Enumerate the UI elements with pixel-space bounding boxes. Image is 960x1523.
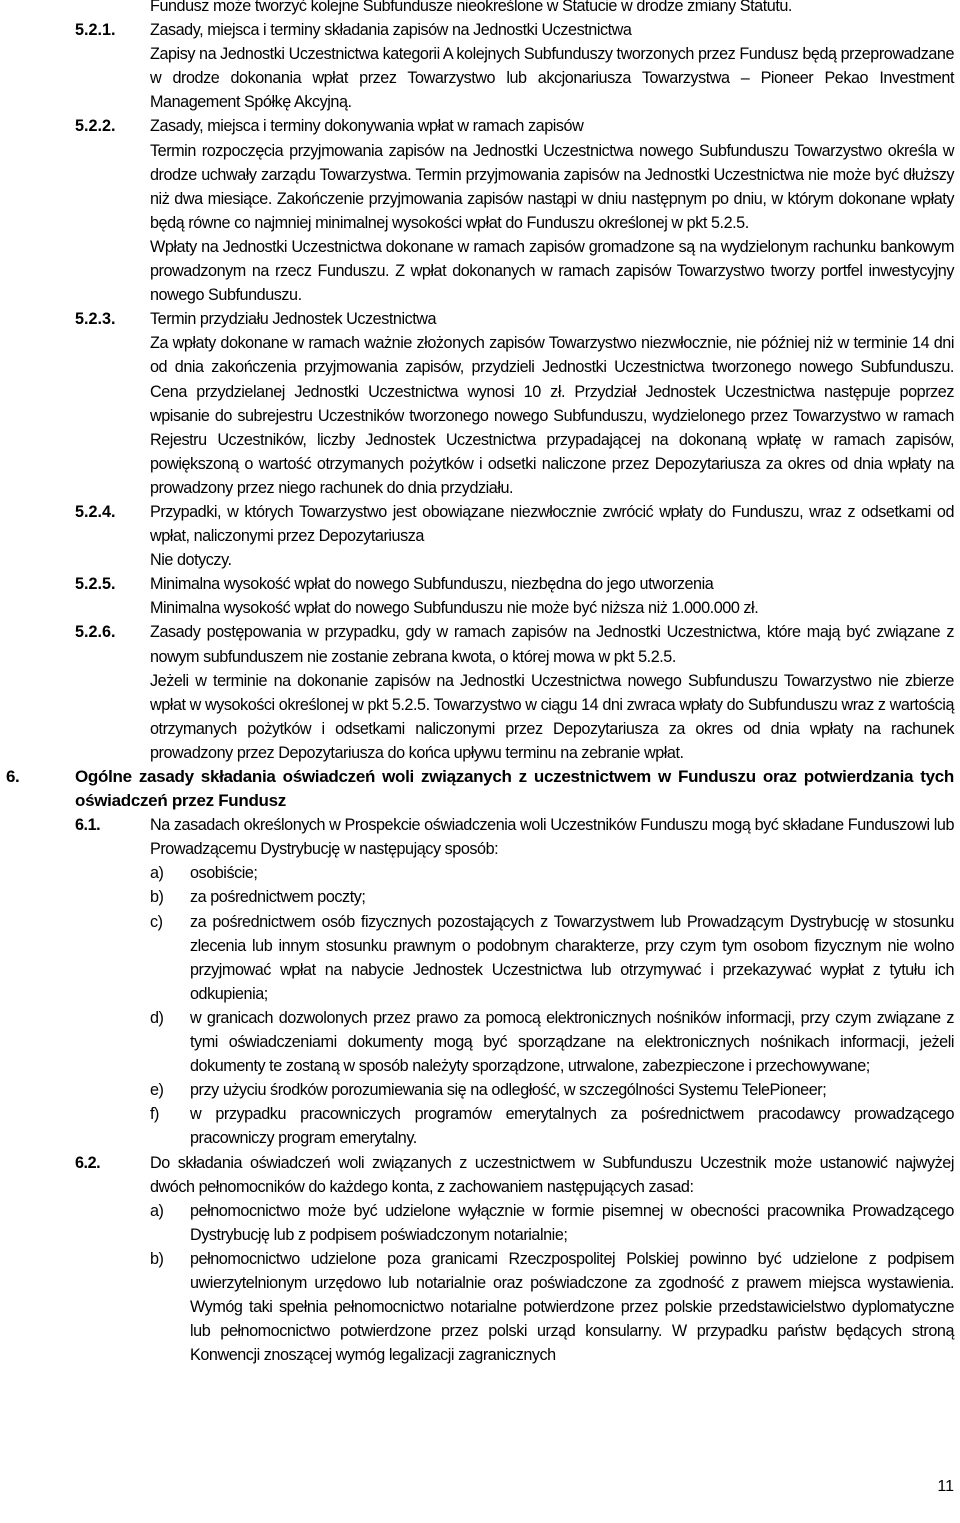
section-number: 5.2.6. xyxy=(75,623,116,642)
section-title: Ogólne zasady składania oświadczeń woli związanych z uczestnictwem w Funduszu oraz potwierdzania tych oświadczeń przez Fundusz xyxy=(75,767,954,811)
section-title: Przypadki, w których Towarzystwo jest obowiązane niezwłocznie zwrócić wpłaty do Funduszu, wraz z odsetkami od wpłat, naliczonymi przez Depozytariusza xyxy=(150,502,954,546)
section-number: 5.2.5. xyxy=(75,575,116,594)
section-number: 5.2.4. xyxy=(75,502,116,521)
section-number: 6. xyxy=(6,767,20,786)
section-number: 6.2. xyxy=(75,1153,101,1172)
section-number: 6.1. xyxy=(75,816,101,835)
page-number: 11 xyxy=(937,1478,954,1495)
list-item: e) przy użyciu środków porozumiewania się na odległość, w szczególności Systemu TelePioneer; xyxy=(150,1081,827,1100)
section-5-2-4 xyxy=(0,500,960,572)
list-item: b) za pośrednictwem poczty; xyxy=(150,888,366,907)
section-intro: Do składania oświadczeń woli związanych z uczestnictwem w Subfunduszu Uczestnik może ustanowić najwyżej dwóch pełnomocników do każdego konta, z zachowaniem następujących zasad: xyxy=(150,1153,954,1196)
list-item: a) pełnomocnictwo może być udzielone wyłącznie w formie pisemnej w obecności pracownika Prowadzącego Dystrybucję lub z podpisem poświadczonym notarialnie; xyxy=(150,1201,954,1244)
section-intro: Na zasadach określonych w Prospekcie oświadczenia woli Uczestników Funduszu mogą być składane Funduszowi lub Prowadzącemu Dystrybucję w następujący sposób: xyxy=(150,816,954,859)
intro-line: Fundusz może tworzyć kolejne Subfundusze nieokreślone w Statucie w drodze zmiany Statutu. xyxy=(150,0,792,15)
section-number: 5.2.3. xyxy=(75,310,116,329)
section-6-heading xyxy=(0,765,960,813)
list-item: b) pełnomocnictwo udzielone poza granicami Rzeczpospolitej Polskiej powinno być udzielone z podpisem uwierzytelnionym urzędowo lub notarialnie oraz poświadczone za zgodność z prawem miejsca wystawienia. Wymóg taki spełnia pełnomocnictwo notarialne potwierdzone przez polskie przedstawicielstwo dyplomatyczne lub pełnomocnictwo potwierdzone przez polski urząd konsularny. W przypadku państw będących stroną Konwencji znoszącej wymóg legalizacji zagranicznych xyxy=(150,1249,954,1365)
section-5-2-5 xyxy=(0,572,960,620)
section-title: Zasady, miejsca i terminy dokonywania wpłat w ramach zapisów xyxy=(150,117,584,136)
section-5-2-1 xyxy=(0,18,960,114)
list-6-1 xyxy=(0,861,960,1150)
section-paragraph: Wpłaty na Jednostki Uczestnictwa dokonane w ramach zapisów gromadzone są na wydzielonym rachunku bankowym prowadzonym na rzecz Funduszu. Z wpłat dokonanych w ramach zapisów Towarzystwo tworzy portfel inwestycyjny nowego Subfunduszu. xyxy=(150,237,954,305)
list-item: d) w granicach dozwolonych przez prawo za pomocą elektronicznych nośników informacji, przy czym związane z tymi oświadczeniami dokumenty mogą być sporządzane na elektronicznych nośnikach informacji, jeżeli dokumenty te zostaną w sposób należyty sporządzone, utrwalone, zabezpieczone i przechowywane; xyxy=(150,1008,954,1076)
section-6-2 xyxy=(0,1151,960,1368)
section-number: 5.2.2. xyxy=(75,117,116,136)
list-item: a) osobiście; xyxy=(150,864,258,883)
section-title: Minimalna wysokość wpłat do nowego Subfunduszu, niezbędna do jego utworzenia xyxy=(150,575,714,594)
section-number: 5.2.1. xyxy=(75,21,116,40)
section-5-2-2 xyxy=(0,114,960,307)
section-paragraph: Minimalna wysokość wpłat do nowego Subfunduszu nie może być niższa niż 1.000.000 zł. xyxy=(150,599,759,618)
list-item: f) w przypadku pracowniczych programów emerytalnych za pośrednictwem pracodawcy prowadzącego pracowniczy program emerytalny. xyxy=(150,1105,954,1148)
section-paragraph: Jeżeli w terminie na dokonanie zapisów na Jednostki Uczestnictwa nowego Subfunduszu Towarzystwo nie zbierze wpłat w wysokości określonej w pkt 5.2.5. Towarzystwo w ciągu 14 dni zwraca wpłaty do Subfunduszu wraz z wartością otrzymanych pożytków i odsetkami naliczonymi przez Depozytariusza za okres od dnia wpłaty na rachunek prowadzony przez Depozytariusza do końca upływu terminu na zebranie wpłat. xyxy=(150,671,954,762)
section-title: Zasady postępowania w przypadku, gdy w ramach zapisów na Jednostki Uczestnictwa, które mają być związane z nowym subfunduszem nie zostanie zebrana kwota, o której mowa w pkt 5.2.5. xyxy=(150,623,954,666)
section-paragraph: Zapisy na Jednostki Uczestnictwa kategorii A kolejnych Subfunduszy tworzonych przez Fundusz będą przeprowadzane w drodze dokonania wpłat przez Towarzystwo lub akcjonariusza Towarzystwa – Pioneer Pekao Investment Management Spółkę Akcyjną. xyxy=(150,45,954,112)
section-paragraph: Termin rozpoczęcia przyjmowania zapisów na Jednostki Uczestnictwa nowego Subfunduszu Towarzystwo określa w drodze uchwały zarządu Towarzystwa. Termin przyjmowania zapisów na Jednostki Uczestnictwa nie może być dłuższy niż dwa miesiące. Zakończenie przyjmowania zapisów nastąpi w dniu następnym po dniu, w którym dokonane wpłaty będą równe co najmniej minimalnej wysokości wpłat do Funduszu określonej w pkt 5.2.5. xyxy=(150,141,954,232)
section-paragraph: Za wpłaty dokonane w ramach ważnie złożonych zapisów Towarzystwo niezwłocznie, nie później niż w terminie 14 dni od dnia zakończenia przyjmowania zapisów, przydzieli Jednostki Uczestnictwa tworzonego nowego Subfunduszu. Cena przydzielanej Jednostki Uczestnictwa wynosi 10 zł. Przydział Jednostek Uczestnictwa następuje poprzez wpisanie do subrejestru Uczestników tworzonego nowego Subfunduszu, wydzielonego przez Towarzystwo w ramach Rejestru Uczestników, liczby Jednostek Uczestnictwa przypadającej na dokonaną wpłatę w ramach zapisów, powiększoną o wartość otrzymanych pożytków i odsetki naliczone przez Depozytariusza za okres od dnia wpłaty na prowadzony przez niego rachunek do dnia przydziału. xyxy=(150,334,954,497)
list-6-2 xyxy=(0,1199,960,1368)
section-5-2-6 xyxy=(0,620,960,765)
list-item: c) za pośrednictwem osób fizycznych pozostających z Towarzystwem lub Prowadzącym Dystrybucję w stosunku zlecenia lub innym stosunku prawnym o podobnym charakterze, przy czym tym osobom fizycznym nie wolno przyjmować wpłat na nabycie Jednostek Uczestnictwa lub otrzymywać i przekazywać wypłat z tytułu ich odkupienia; xyxy=(150,912,954,1003)
section-title: Termin przydziału Jednostek Uczestnictwa xyxy=(150,310,437,329)
section-title: Zasady, miejsca i terminy składania zapisów na Jednostki Uczestnictwa xyxy=(150,21,632,40)
section-paragraph: Nie dotyczy. xyxy=(150,551,232,570)
section-6-1 xyxy=(0,813,960,1150)
section-5-2-3 xyxy=(0,307,960,500)
